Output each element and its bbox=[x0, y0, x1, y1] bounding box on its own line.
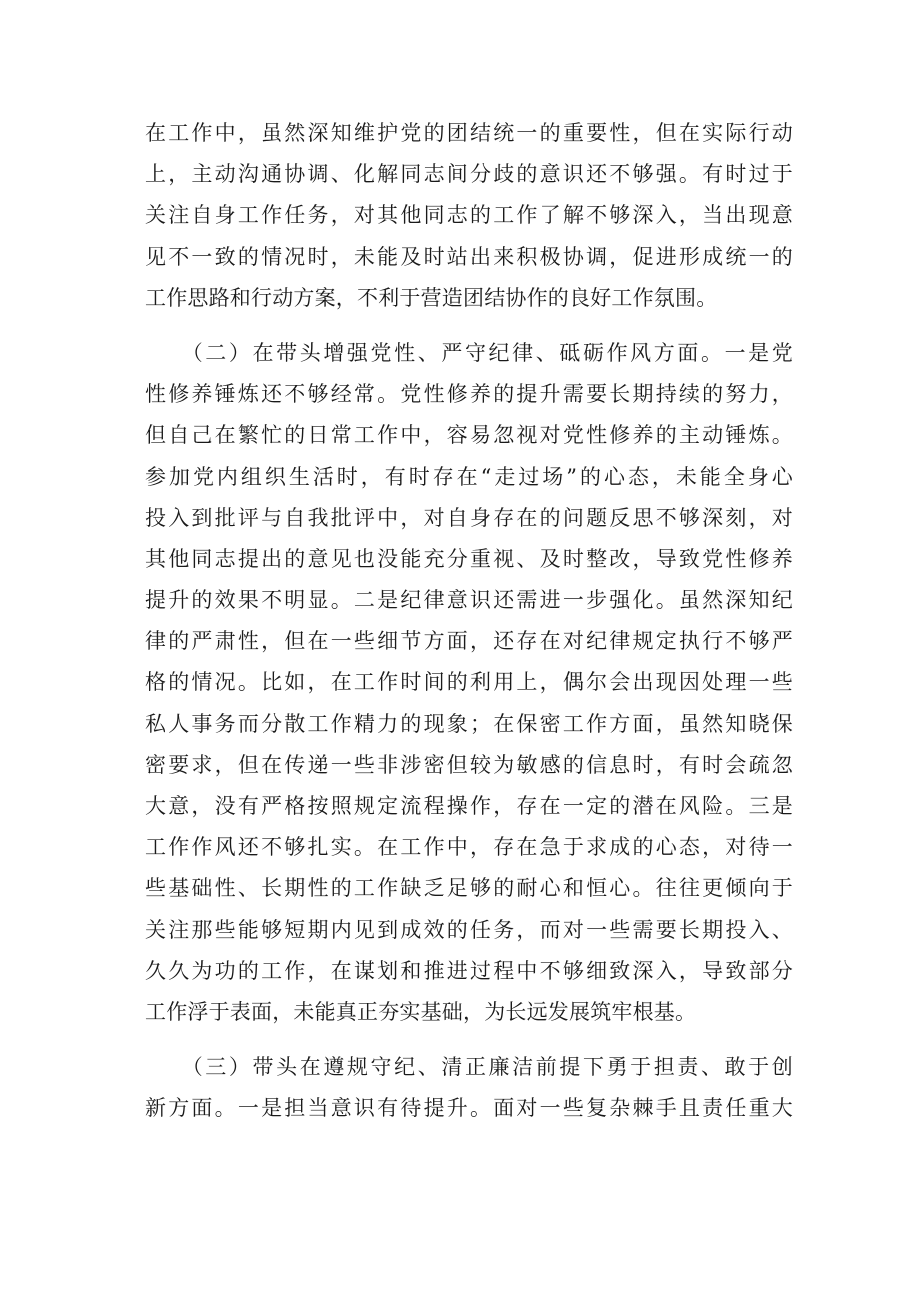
paragraph-1 bbox=[145, 113, 793, 319]
text-line: 投入到批评与自我批评中，对自身存在的问题反思不够深刻，对 bbox=[145, 505, 793, 530]
text-line: 性修养锤炼还不够经常。党性修养的提升需要长期持续的努力， bbox=[145, 382, 793, 407]
text-line: 关注那些能够短期内见到成效的任务，而对一些需要长期投入、 bbox=[145, 917, 793, 942]
text-line: 格的情况。比如，在工作时间的利用上，偶尔会出现因处理一些 bbox=[145, 670, 793, 695]
paragraph-3 bbox=[145, 1047, 793, 1129]
text-line: 见不一致的情况时，未能及时站出来积极协调，促进形成统一的 bbox=[145, 244, 793, 269]
text-line: 参加党内组织生活时，有时存在“走过场”的心态，未能全身心 bbox=[145, 464, 793, 489]
text-line: 大意，没有严格按照规定流程操作，存在一定的潜在风险。三是 bbox=[145, 794, 793, 818]
text-line: 律的严肃性，但在一些细节方面，还存在对纪律规定执行不够严 bbox=[145, 629, 793, 654]
text-line: （三）带头在遵规守纪、清正廉洁前提下勇于担责、敢于创 bbox=[145, 1055, 793, 1080]
text-line: 密要求，但在传递一些非涉密但较为敏感的信息时，有时会疏忽 bbox=[145, 752, 793, 777]
document-body bbox=[145, 113, 793, 1130]
text-line: 关注自身工作任务，对其他同志的工作了解不够深入，当出现意 bbox=[145, 203, 793, 228]
text-line: 工作思路和行动方案，不利于营造团结协作的良好工作氛围。 bbox=[145, 285, 718, 310]
text-line: 但自己在繁忙的日常工作中，容易忽视对党性修养的主动锤炼。 bbox=[145, 423, 793, 448]
paragraph-2 bbox=[145, 333, 793, 1033]
text-line: 久久为功的工作，在谋划和推进过程中不够细致深入，导致部分 bbox=[145, 958, 793, 983]
text-line: 新方面。一是担当意识有待提升。面对一些复杂棘手且责任重大 bbox=[145, 1096, 793, 1121]
paragraph-spacer bbox=[145, 1033, 793, 1047]
text-line: 在工作中，虽然深知维护党的团结统一的重要性，但在实际行动 bbox=[145, 121, 793, 145]
text-line: （二）在带头增强党性、严守纪律、砥砺作风方面。一是党 bbox=[145, 340, 793, 365]
text-line: 些基础性、长期性的工作缺乏足够的耐心和恒心。往往更倾向于 bbox=[145, 876, 793, 901]
text-line: 工作作风还不够扎实。在工作中，存在急于求成的心态，对待一 bbox=[145, 835, 793, 860]
text-line: 上，主动沟通协调、化解同志间分歧的意识还不够强。有时过于 bbox=[145, 162, 793, 187]
text-line: 工作浮于表面，未能真正夯实基础，为长远发展筑牢根基。 bbox=[145, 999, 697, 1024]
paragraph-spacer bbox=[145, 319, 793, 333]
text-line: 私人事务而分散工作精力的现象；在保密工作方面，虽然知晓保 bbox=[145, 711, 793, 736]
text-line: 其他同志提出的意见也没能充分重视、及时整改，导致党性修养 bbox=[145, 546, 793, 571]
text-line: 提升的效果不明显。二是纪律意识还需进一步强化。虽然深知纪 bbox=[145, 588, 793, 613]
